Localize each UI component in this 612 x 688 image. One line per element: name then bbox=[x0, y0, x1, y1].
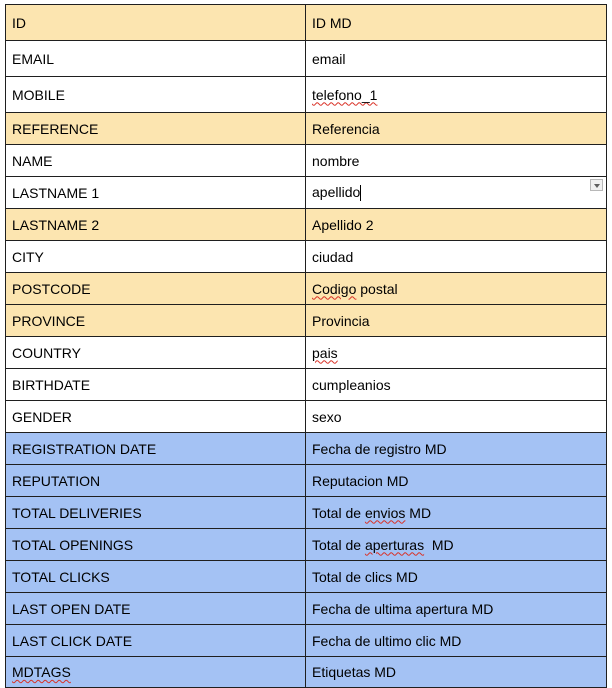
chevron-down-icon[interactable] bbox=[590, 179, 603, 191]
cell-field-id[interactable]: EMAIL bbox=[6, 41, 306, 77]
cell-field-md[interactable]: email bbox=[306, 41, 607, 77]
table-row bbox=[6, 41, 607, 77]
cell-field-id[interactable]: REPUTATION bbox=[6, 465, 306, 497]
cell-field-id[interactable]: MOBILE bbox=[6, 77, 306, 113]
cell-field-md[interactable]: Provincia bbox=[306, 305, 607, 337]
cell-field-id[interactable]: REFERENCE bbox=[6, 113, 306, 145]
cell-field-md[interactable]: Fecha de registro MD bbox=[306, 433, 607, 465]
cell-field-id[interactable]: CITY bbox=[6, 241, 306, 273]
cell-field-id[interactable]: PROVINCE bbox=[6, 305, 306, 337]
table-row bbox=[6, 177, 607, 209]
cell-field-md[interactable] bbox=[306, 529, 607, 561]
spellcheck-text: Codigo bbox=[312, 280, 357, 297]
cell-field-id[interactable]: TOTAL OPENINGS bbox=[6, 529, 306, 561]
cell-text: postal bbox=[356, 280, 398, 297]
cell-field-id[interactable]: BIRTHDATE bbox=[6, 369, 306, 401]
cell-field-md[interactable]: cumpleanios bbox=[306, 369, 607, 401]
table-row bbox=[6, 113, 607, 145]
cell-field-md[interactable]: Fecha de ultima apertura MD bbox=[306, 593, 607, 625]
cell-field-md[interactable]: Reputacion MD bbox=[306, 465, 607, 497]
cell-field-md[interactable] bbox=[306, 77, 607, 113]
cell-text: Total de bbox=[312, 536, 365, 553]
table-row bbox=[6, 273, 607, 305]
cell-text: apellido bbox=[312, 183, 361, 200]
cell-text: MD bbox=[424, 536, 454, 553]
cell-text: MD bbox=[405, 504, 432, 521]
table-row bbox=[6, 369, 607, 401]
cell-field-md[interactable]: ciudad bbox=[306, 241, 607, 273]
spellcheck-text: MDTAGS bbox=[12, 664, 71, 680]
cell-field-md[interactable]: sexo bbox=[306, 401, 607, 433]
table-row bbox=[6, 241, 607, 273]
cell-field-id[interactable]: LASTNAME 2 bbox=[6, 209, 306, 241]
cell-field-id[interactable]: TOTAL CLICKS bbox=[6, 561, 306, 593]
table-row bbox=[6, 433, 607, 465]
cell-field-md[interactable]: Apellido 2 bbox=[306, 209, 607, 241]
header-cell-id-md[interactable]: ID MD bbox=[306, 5, 607, 41]
table-row bbox=[6, 561, 607, 593]
cell-field-md[interactable]: Referencia bbox=[306, 113, 607, 145]
active-cell[interactable] bbox=[306, 177, 607, 209]
cell-field-md[interactable]: Etiquetas MD bbox=[306, 657, 607, 688]
table-row bbox=[6, 497, 607, 529]
cell-field-id[interactable]: TOTAL DELIVERIES bbox=[6, 497, 306, 529]
table-row bbox=[6, 337, 607, 369]
cell-field-md[interactable] bbox=[306, 497, 607, 529]
spellcheck-text: telefono_1 bbox=[312, 86, 378, 103]
table-header-row bbox=[6, 5, 607, 41]
cell-field-md[interactable]: Fecha de ultimo clic MD bbox=[306, 625, 607, 657]
cell-field-md[interactable]: nombre bbox=[306, 145, 607, 177]
cell-field-id[interactable]: LAST OPEN DATE bbox=[6, 593, 306, 625]
table-row bbox=[6, 305, 607, 337]
cell-field-md[interactable]: Total de clics MD bbox=[306, 561, 607, 593]
table-row bbox=[6, 625, 607, 657]
table-row bbox=[6, 209, 607, 241]
cell-field-id[interactable]: NAME bbox=[6, 145, 306, 177]
cell-field-md[interactable] bbox=[306, 337, 607, 369]
table-row bbox=[6, 145, 607, 177]
field-mapping-table bbox=[5, 4, 607, 688]
cell-field-id[interactable]: LAST CLICK DATE bbox=[6, 625, 306, 657]
table-row bbox=[6, 657, 607, 688]
cell-field-md[interactable] bbox=[306, 273, 607, 305]
table-row bbox=[6, 401, 607, 433]
spellcheck-text: aperturas bbox=[364, 536, 425, 553]
header-cell-id[interactable]: ID bbox=[6, 5, 306, 41]
text-cursor bbox=[360, 185, 361, 201]
cell-field-id[interactable]: REGISTRATION DATE bbox=[6, 433, 306, 465]
cell-field-id[interactable]: POSTCODE bbox=[6, 273, 306, 305]
table-row bbox=[6, 529, 607, 561]
table-row bbox=[6, 593, 607, 625]
cell-field-id[interactable]: COUNTRY bbox=[6, 337, 306, 369]
spellcheck-text: pais bbox=[312, 344, 338, 361]
table-row bbox=[6, 77, 607, 113]
spellcheck-text: envios bbox=[364, 504, 406, 521]
table-row bbox=[6, 465, 607, 497]
cell-field-id[interactable]: LASTNAME 1 bbox=[6, 177, 306, 209]
cell-text: Total de bbox=[312, 504, 365, 521]
cell-field-id[interactable] bbox=[6, 657, 306, 688]
cell-field-id[interactable]: GENDER bbox=[6, 401, 306, 433]
